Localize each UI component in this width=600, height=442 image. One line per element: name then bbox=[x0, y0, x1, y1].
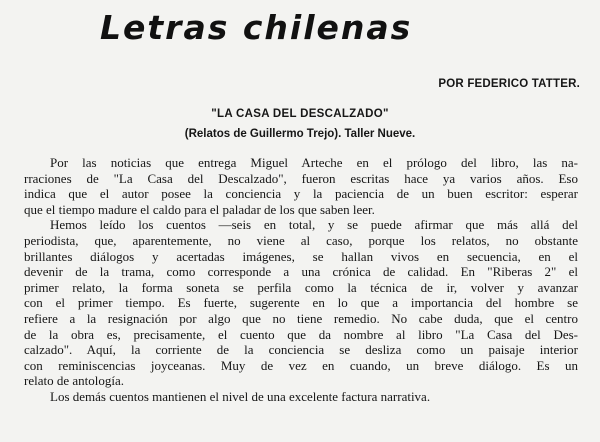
body-line: devenir de la trama, como corresponde a una crónica de calidad. En "Riberas 2" el bbox=[24, 264, 578, 280]
byline: POR FEDERICO TATTER. bbox=[438, 78, 580, 90]
headline: Letras chilenas bbox=[100, 8, 413, 47]
body-line: Hemos leído los cuentos —seis en total, y se puede afirmar que más allá del bbox=[50, 217, 578, 233]
body-line: rraciones de "La Casa del Descalzado", fueron escritas hace ya varios años. Eso bbox=[24, 170, 578, 186]
body-line: refiere a la resignación por algo que no tiene remedio. No cabe duda, que el centro bbox=[24, 310, 578, 326]
body-line: Por las noticias que entrega Miguel Arteche en el prólogo del libro, las na- bbox=[50, 155, 578, 170]
body-line: con reminiscencias joyceanas. Muy de vez en cuando, un breve diálogo. Es un bbox=[24, 357, 578, 373]
body-line: Los demás cuentos mantienen el nivel de una excelente factura narrativa. bbox=[50, 388, 431, 404]
body-line: calzado". Aquí, la corriente de la conciencia se desliza como un paisaje interior bbox=[24, 342, 578, 358]
body-line: relato de antología. bbox=[24, 373, 124, 389]
body-line: periodista, que, aparentemente, no viene al caso, porque los relatos, no obstante bbox=[24, 232, 578, 248]
article-body bbox=[24, 155, 578, 405]
body-line: con el primer tiempo. Es fuerte, sugerente en lo que a importancia del hombre se bbox=[24, 295, 578, 311]
body-line: que el tiempo madure el caldo para el paladar de los que saben leer. bbox=[24, 201, 375, 217]
body-line: primer relato, la forma soneta se perfila como la técnica de ir, volver y avanzar bbox=[24, 279, 578, 295]
body-line: brillantes diálogos y acertadas imágenes, se hallan vivos en secuencia, en el bbox=[24, 248, 578, 264]
book-subtitle: (Relatos de Guillermo Trejo). Taller Nueve. bbox=[184, 128, 416, 140]
book-title: "LA CASA DEL DESCALZADO" bbox=[211, 108, 389, 120]
body-line: indica que el autor posee la conciencia y la paciencia de un buen escritor: esperar bbox=[24, 186, 578, 202]
body-line: de la obra es, precisamente, el cuento que da nombre al libro "La Casa del Des- bbox=[24, 326, 578, 342]
